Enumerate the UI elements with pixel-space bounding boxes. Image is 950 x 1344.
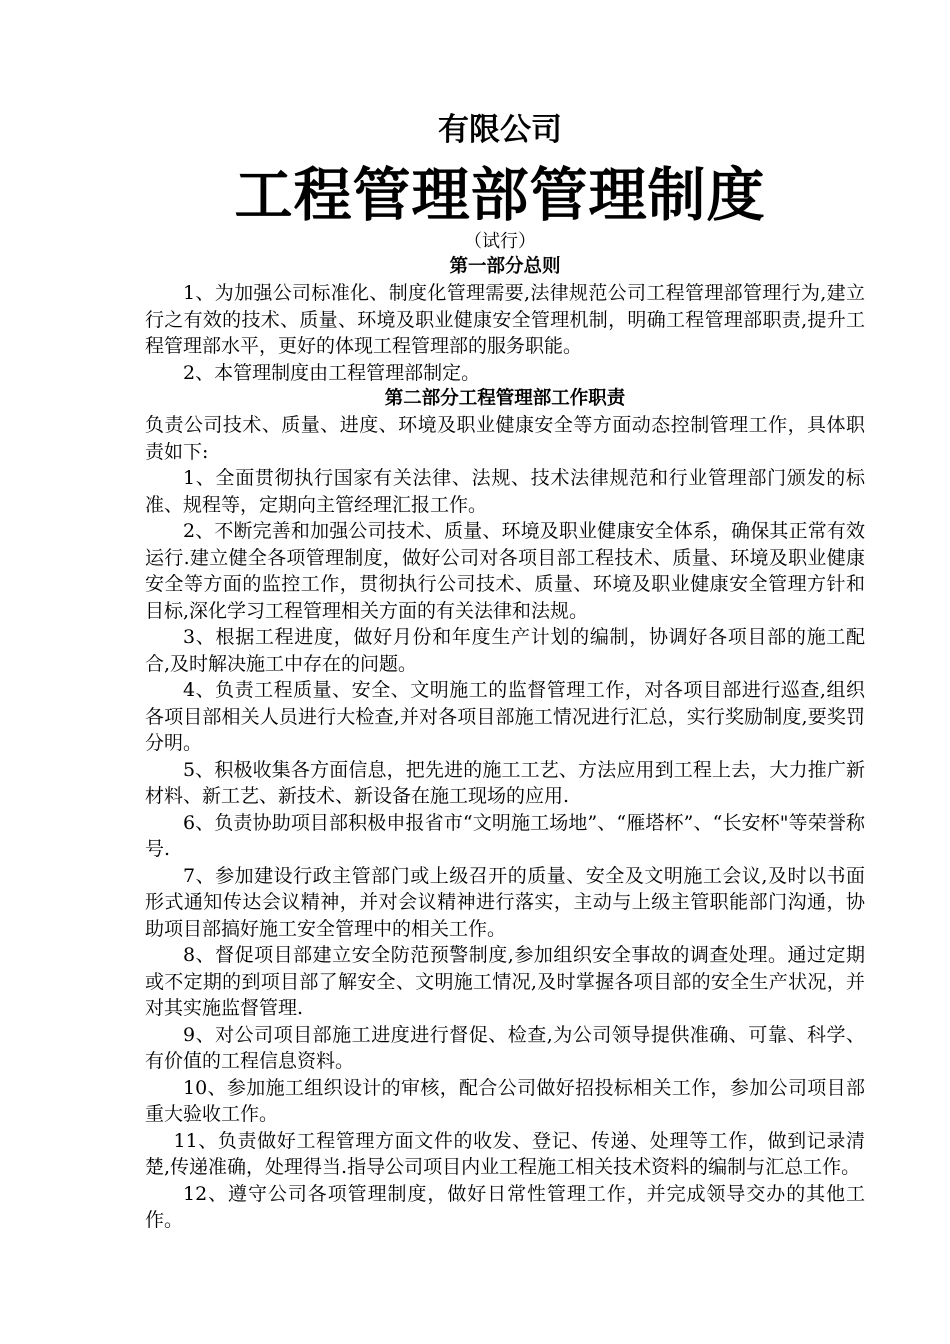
duty-item-8: 8、督促项目部建立安全防范预警制度,参加组织安全事故的调查处理。通过定期或不定期的到项目部了解安全、文明施工情况,及时掌握各项目部的安全生产状况，并对其实施监督管理.	[145, 944, 865, 1019]
duty-item-11: 11、负责做好工程管理方面文件的收发、登记、传递、处理等工作，做到记录清楚,传递准确，处理得当.指导公司项目内业工程施工相关技术资料的编制与汇总工作。	[145, 1129, 865, 1178]
duty-item-3: 3、根据工程进度，做好月份和年度生产计划的编制，协调好各项目部的施工配合,及时解决施工中存在的问题。	[145, 626, 865, 675]
company-name: 有限公司	[438, 112, 562, 148]
duty-item-4: 4、负责工程质量、安全、文明施工的监督管理工作，对各项目部进行巡查,组织各项目部相关人员进行大检查,并对各项目部施工情况进行汇总，实行奖励制度,要奖罚分明。	[145, 679, 865, 754]
duty-item-9: 9、对公司项目部施工进度进行督促、检查,为公司领导提供准确、可靠、科学、有价值的工程信息资料。	[145, 1023, 865, 1072]
document-body	[145, 254, 865, 1234]
general-clause-1: 1、为加强公司标准化、制度化管理需要,法律规范公司工程管理部管理行为,建立行之有效的技术、质量、环境及职业健康安全管理机制，明确工程管理部职责,提升工程管理部水平，更好的体现工程管理部的服务职能。	[145, 282, 865, 357]
document-subtitle: （试行）	[464, 231, 536, 252]
duties-intro: 负责公司技术、质量、进度、环境及职业健康安全等方面动态控制管理工作，具体职责如下:	[145, 414, 865, 463]
duty-item-2: 2、不断完善和加强公司技术、质量、环境及职业健康安全体系，确保其正常有效运行.建立健全各项管理制度，做好公司对各项目部工程技术、质量、环境及职业健康安全等方面的监控工作，贯彻执行公司技术、质量、环境及职业健康安全管理方针和目标,深化学习工程管理相关方面的有关法律和法规。	[145, 520, 865, 622]
general-clause-2: 2、本管理制度由工程管理部制定。	[183, 361, 481, 384]
duty-item-7: 7、参加建设行政主管部门或上级召开的质量、安全及文明施工会议,及时以书面形式通知传达会议精神，并对会议精神进行落实，主动与上级主管职能部门沟通，协助项目部搞好施工安全管理中的相关工作。	[145, 864, 865, 940]
duty-item-5: 5、积极收集各方面信息，把先进的施工工艺、方法应用到工程上去，大力推广新材料、新工艺、新技术、新设备在施工现场的应用.	[145, 758, 865, 807]
duty-item-12: 12、遵守公司各项管理制度，做好日常性管理工作，并完成领导交办的其他工作。	[145, 1182, 865, 1231]
section-heading-duties: 第二部分工程管理部工作职责	[384, 388, 626, 409]
duty-item-1: 1、全面贯彻执行国家有关法律、法规、技术法律规范和行业管理部门颁发的标准、规程等，定期向主管经理汇报工作。	[145, 467, 865, 516]
duty-item-6: 6、负责协助项目部积极申报省市“文明施工场地”、“雁塔杯”、“长安杯"等荣誉称号.	[145, 811, 865, 860]
duty-item-10: 10、参加施工组织设计的审核，配合公司做好招投标相关工作，参加公司项目部重大验收工作。	[145, 1076, 865, 1125]
document-title: 工程管理部管理制度	[234, 161, 766, 229]
section-heading-general: 第一部分总则	[449, 256, 561, 277]
